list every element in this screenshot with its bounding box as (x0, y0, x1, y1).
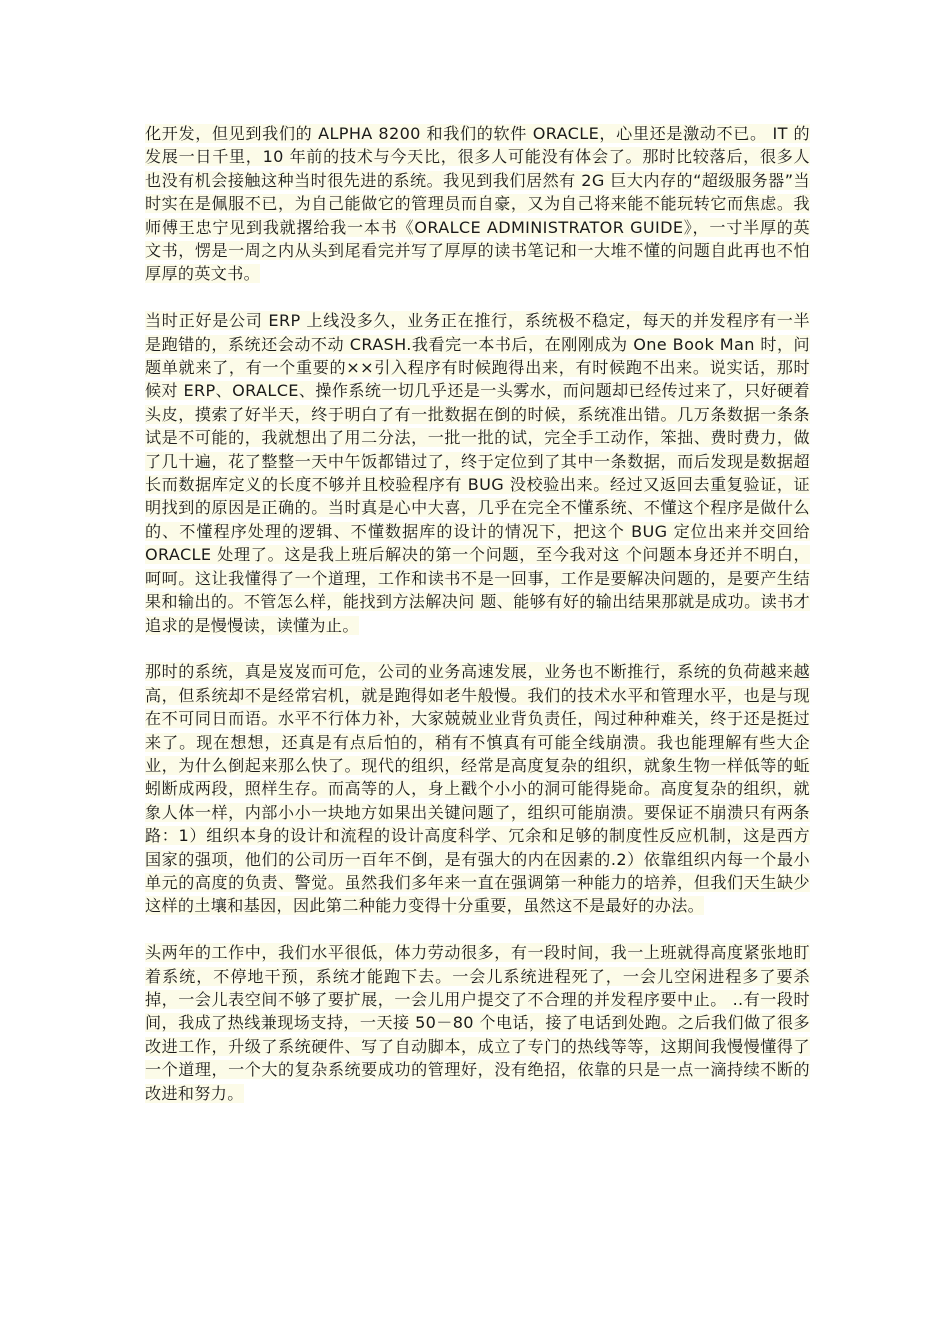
paragraph-4 (145, 941, 810, 1105)
paragraph-1 (145, 122, 810, 286)
paragraph-3-text: 那时的系统，真是岌岌而可危，公司的业务高速发展，业务也不断推行，系统的负荷越来越高，但系统却不是经常宕机，就是跑得如老牛般慢。我们的技术水平和管理水平，也是与现在不可同日而语。水平不行体力补，大家兢兢业业背负责任，闯过种种难关，终于还是挺过来了。现在想想，还真是有点后怕的，稍有不慎真有可能全线崩溃。我也能理解有些大企业，为什么倒起来那么快了。现代的组织，经常是高度复杂的组织，就象生物一样低等的蚯蚓断成两段，照样生存。而高等的人，身上戳个小小的洞可能得毙命。高度复杂的组织，就象人体一样，内部小小一块地方如果出关键问题了，组织可能崩溃。要保证不崩溃只有两条路：1）组织本身的设计和流程的设计高度科学、冗余和足够的制度性反应机制，这是西方国家的强项，他们的公司历一百年不倒，是有强大的内在因素的.2）依靠组织内每一个最小单元的高度的负责、警觉。虽然我们多年来一直在强调第一种能力的培养，但我们天生缺少这样的土壤和基因，因此第二种能力变得十分重要，虽然这不是最好的办法。 (145, 662, 810, 916)
paragraph-1-text: 化开发，但见到我们的 ALPHA 8200 和我们的软件 ORACLE，心里还是激动不已。 IT 的发展一日千里，10 年前的技术与今天比，很多人可能没有体会了。那时比较落后，很多人也没有机会接触这种当时很先进的系统。我见到我们居然有 2G 巨大内存的“超级服务器”当时实在是佩服不已，为自己能做它的管理员而自豪，又为自己将来能不能玩转它而焦虑。我师傅王忠宁见到我就撂给我一本书《ORALCE ADMINISTRATOR GUIDE》，一寸半厚的英文书，愣是一周之内从头到尾看完并写了厚厚的读书笔记和一大堆不懂的问题自此再也不怕厚厚的英文书。 (145, 124, 810, 284)
paragraph-4-text: 头两年的工作中，我们水平很低，体力劳动很多，有一段时间，我一上班就得高度紧张地盯着系统，不停地干预，系统才能跑下去。一会儿系统进程死了，一会儿空闲进程多了要杀掉，一会儿表空间不够了要扩展，一会儿用户提交了不合理的并发程序要中止。 ..有一段时间，我成了热线兼现场支持，一天接 50－80 个电话，接了电话到处跑。之后我们做了很多改进工作，升级了系统硬件、写了自动脚本，成立了专门的热线等等，这期间我慢慢懂得了一个道理，一个大的复杂系统要成功的管理好，没有绝招，依靠的只是一点一滴持续不断的改进和努力。 (145, 943, 810, 1103)
paragraph-3 (145, 660, 810, 917)
document-page (145, 122, 810, 1128)
paragraph-2-text: 当时正好是公司 ERP 上线没多久，业务正在推行，系统极不稳定，每天的并发程序有一半是跑错的，系统还会动不动 CRASH.我看完一本书后，在刚刚成为 One Book Man 时，问题单就来了，有一个重要的××引入程序有时候跑得出来，有时候跑不出来。说实话，那时候对 ERP、ORALCE、操作系统一切几乎还是一头雾水，而问题却已经传过来了，只好硬着头皮，摸索了好半天，终于明白了有一批数据在倒的时候，系统准出错。几万条数据一条条试是不可能的，我就想出了用二分法，一批一批的试，完全手工动作，笨拙、费时费力，做了几十遍，花了整整一天中午饭都错过了，终于定位到了其中一条数据，而后发现是数据超长而数据库定义的长度不够并且校验程序有 BUG 没校验出来。经过又返回去重复验证，证明找到的原因是正确的。当时真是心中大喜，几乎在完全不懂系统、不懂这个程序是做什么的、不懂程序处理的逻辑、不懂数据库的设计的情况下，把这个 BUG 定位出来并交回给 ORACLE 处理了。这是我上班后解决的第一个问题，至今我对这 个问题本身还并不明白，呵呵。这让我懂得了一个道理，工作和读书不是一回事，工作是要解决问题的，是要产生结果和输出的。不管怎么样，能找到方法解决问 题、能够有好的输出结果那就是成功。读书才追求的是慢慢读，读懂为止。 (145, 311, 810, 635)
paragraph-2 (145, 309, 810, 637)
